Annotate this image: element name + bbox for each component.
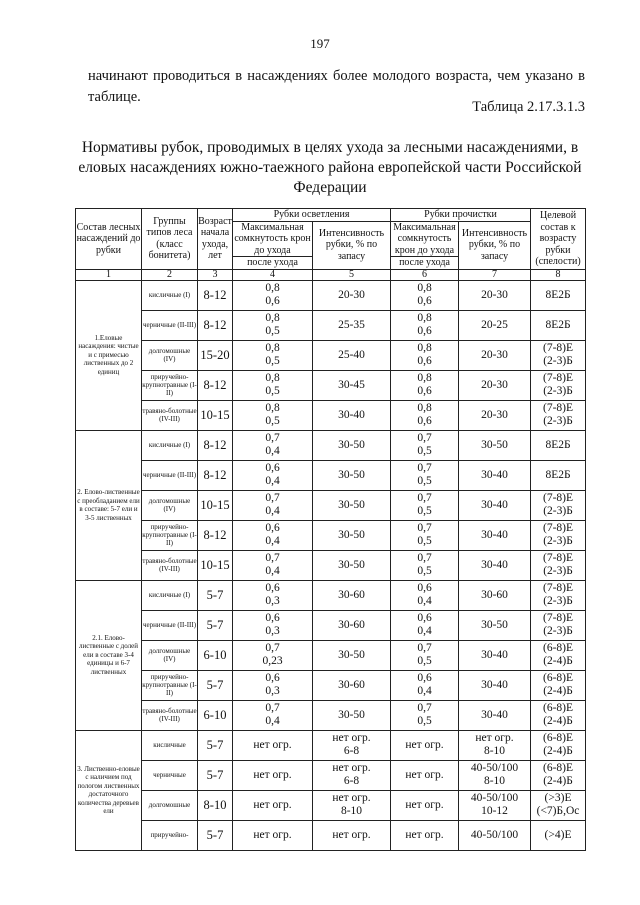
clearing-intensity	[313, 790, 391, 820]
cleaning-density-before: 0,7	[417, 462, 432, 474]
target-composition-before: (7-8)Е	[543, 372, 574, 384]
clearing-density	[233, 280, 313, 310]
cleaning-density-before: 0,7	[417, 642, 432, 654]
header-cleaning: Рубки прочистки	[391, 209, 531, 222]
cleaning-density-before: 0,7	[417, 552, 432, 564]
target-composition	[531, 760, 586, 790]
start-age: 5-7	[198, 610, 233, 640]
start-age: 6-10	[198, 700, 233, 730]
clearing-density-before: 0,8	[265, 312, 280, 324]
clearing-density-after: 0,23	[262, 655, 283, 667]
cleaning-density	[391, 760, 459, 790]
cleaning-density	[391, 520, 459, 550]
clearing-density	[233, 550, 313, 580]
clearing-density	[233, 610, 313, 640]
target-composition	[531, 460, 586, 490]
cleaning-intensity: 20-30	[459, 340, 531, 370]
table-row	[76, 820, 586, 850]
clearing-density-before: 0,7	[265, 642, 280, 654]
cleaning-intensity: 30-40	[459, 700, 531, 730]
cleaning-density-after: 0,5	[417, 715, 432, 727]
clearing-density-after: 0,5	[265, 355, 280, 367]
forest-type: травяно-болотные (IV-III)	[142, 700, 198, 730]
clearing-density-after: 0,4	[265, 535, 280, 547]
target-composition-after: (2-3)Б	[543, 595, 573, 607]
cleaning-density	[391, 340, 459, 370]
cleaning-density-after: 0,6	[417, 355, 432, 367]
column-number: 5	[313, 269, 391, 280]
intro-paragraph: начинают проводиться в насаждениях более молодого возраста, чем указано в таблице.	[88, 68, 585, 105]
cleaning-intensity: 30-40	[459, 460, 531, 490]
cleaning-density-before: 0,7	[417, 522, 432, 534]
cleaning-intensity-after: 8-10	[483, 745, 506, 757]
cleaning-intensity-before: нет огр.	[475, 732, 514, 744]
cleaning-density-after: 0,4	[417, 685, 432, 697]
cleaning-density	[391, 400, 459, 430]
target-composition	[531, 400, 586, 430]
cleaning-density	[391, 310, 459, 340]
table-row	[76, 730, 586, 760]
table-row	[76, 520, 586, 550]
start-age: 8-12	[198, 460, 233, 490]
clearing-intensity: 30-50	[313, 490, 391, 520]
cleaning-density-after: 0,5	[417, 475, 432, 487]
clearing-intensity: 30-50	[313, 550, 391, 580]
cleaning-density-before: 0,6	[417, 582, 432, 594]
header-after-cut-2: после ухода	[391, 257, 459, 270]
clearing-density-after: 0,4	[265, 505, 280, 517]
target-composition-before: (7-8)Е	[543, 582, 574, 594]
cleaning-density	[391, 820, 459, 850]
clearing-density	[233, 310, 313, 340]
cleaning-density	[391, 550, 459, 580]
cleaning-intensity: 30-40	[459, 490, 531, 520]
clearing-density	[233, 460, 313, 490]
clearing-density-after: 0,4	[265, 475, 280, 487]
clearing-density-after: 0,3	[265, 595, 280, 607]
clearing-intensity: 30-50	[313, 520, 391, 550]
table-label: Таблица 2.17.3.1.3	[472, 99, 585, 115]
cleaning-density	[391, 460, 459, 490]
target-composition-before: (7-8)Е	[543, 612, 574, 624]
table-row	[76, 430, 586, 460]
start-age: 8-12	[198, 310, 233, 340]
start-age: 8-10	[198, 790, 233, 820]
target-composition-before: 8Е2Б	[545, 288, 571, 301]
cleaning-density	[391, 730, 459, 760]
forest-type: долгомошные	[142, 790, 198, 820]
start-age: 15-20	[198, 340, 233, 370]
cleaning-density	[391, 700, 459, 730]
target-composition-after: (2-3)Б	[543, 505, 573, 517]
start-age: 5-7	[198, 580, 233, 610]
clearing-intensity-after: 8-10	[340, 805, 363, 817]
start-age: 10-15	[198, 550, 233, 580]
target-composition	[531, 790, 586, 820]
clearing-density	[233, 340, 313, 370]
clearing-density-after: 0,6	[265, 295, 280, 307]
cleaning-density-before: 0,8	[417, 402, 432, 414]
target-composition-before: (>4)Е	[544, 828, 572, 841]
cleaning-density-before: нет огр.	[405, 768, 444, 781]
cleaning-density-before: нет огр.	[405, 798, 444, 811]
clearing-density-after: 0,4	[265, 565, 280, 577]
forest-type: травяно-болотные (IV-III)	[142, 550, 198, 580]
table-row	[76, 550, 586, 580]
table-row	[76, 460, 586, 490]
forest-type: долгомошные (IV)	[142, 640, 198, 670]
cleaning-density-before: 0,8	[417, 312, 432, 324]
cleaning-density-before: 0,8	[417, 282, 432, 294]
page-number: 197	[310, 36, 330, 51]
clearing-density-before: нет огр.	[253, 768, 292, 781]
table-row	[76, 340, 586, 370]
clearing-intensity: 25-35	[313, 310, 391, 340]
cleaning-intensity: 30-40	[459, 520, 531, 550]
cleaning-density-after: 0,5	[417, 565, 432, 577]
clearing-density	[233, 430, 313, 460]
clearing-density	[233, 790, 313, 820]
cleaning-intensity: 20-25	[459, 310, 531, 340]
target-composition-after: (2-4)Б	[543, 685, 573, 697]
group-composition: 2.1. Елово-лиственные с долей ели в составе 3-4 единицы и 6-7 лиственных	[76, 580, 142, 730]
target-composition	[531, 520, 586, 550]
target-composition-before: (6-8)Е	[543, 762, 574, 774]
cleaning-intensity: 20-30	[459, 280, 531, 310]
clearing-density-before: 0,8	[265, 342, 280, 354]
table-row	[76, 760, 586, 790]
table-row	[76, 310, 586, 340]
start-age: 5-7	[198, 730, 233, 760]
target-composition	[531, 730, 586, 760]
cleaning-density-after: 0,5	[417, 445, 432, 457]
clearing-density	[233, 520, 313, 550]
start-age: 5-7	[198, 760, 233, 790]
target-composition-before: (6-8)Е	[543, 672, 574, 684]
clearing-intensity	[313, 760, 391, 790]
target-composition-before: 8Е2Б	[545, 438, 571, 451]
clearing-density-after: 0,4	[265, 445, 280, 457]
clearing-density-before: нет огр.	[253, 738, 292, 751]
start-age: 8-12	[198, 370, 233, 400]
cleaning-intensity: 30-60	[459, 580, 531, 610]
clearing-intensity-after: 6-8	[343, 745, 360, 757]
column-number: 3	[198, 269, 233, 280]
cleaning-density-after: 0,4	[417, 595, 432, 607]
forest-type: кисличные (I)	[142, 580, 198, 610]
clearing-density	[233, 370, 313, 400]
target-composition-after: (<7)Б,Ос	[536, 805, 580, 817]
clearing-intensity: 30-60	[313, 670, 391, 700]
clearing-intensity-before: нет огр.	[332, 732, 371, 744]
forest-type: кисличные	[142, 730, 198, 760]
clearing-intensity: 30-50	[313, 700, 391, 730]
table-caption: Нормативы рубок, проводимых в целях ухода за лесными насаждениями, в еловых насаждениях южно-таежного района европейской части Российской Федерации	[78, 139, 582, 196]
target-composition	[531, 670, 586, 700]
table-row	[76, 580, 586, 610]
column-number: 2	[142, 269, 198, 280]
cleaning-intensity: 20-30	[459, 370, 531, 400]
cleaning-intensity	[459, 730, 531, 760]
cleaning-density-before: 0,7	[417, 702, 432, 714]
clearing-density-after: 0,5	[265, 415, 280, 427]
cleaning-intensity-after: 8-10	[483, 775, 506, 787]
cleaning-intensity	[459, 760, 531, 790]
target-composition	[531, 820, 586, 850]
header-forest-type: Группы типов леса (класс бонитета)	[142, 209, 198, 270]
table-row	[76, 640, 586, 670]
clearing-density	[233, 760, 313, 790]
clearing-intensity: 30-50	[313, 430, 391, 460]
clearing-density-before: 0,6	[265, 612, 280, 624]
clearing-density-before: 0,7	[265, 552, 280, 564]
clearing-density-after: 0,3	[265, 625, 280, 637]
clearing-density-before: нет огр.	[253, 828, 292, 841]
cleaning-intensity: 30-50	[459, 430, 531, 460]
header-intensity-2: Интенсивность рубки, % по запасу	[459, 221, 531, 269]
start-age: 8-12	[198, 280, 233, 310]
norms-table	[75, 208, 586, 851]
cleaning-density	[391, 670, 459, 700]
header-after-cut: после ухода	[233, 257, 313, 270]
table-row	[76, 370, 586, 400]
table-row	[76, 670, 586, 700]
group-composition: 3. Лиственно-еловые с наличием под пологом лиственных достаточного количества деревьев ели	[76, 730, 142, 850]
header-intensity: Интенсивность рубки, % по запасу	[313, 221, 391, 269]
column-number: 4	[233, 269, 313, 280]
clearing-density-before: 0,6	[265, 582, 280, 594]
cleaning-intensity: 20-30	[459, 400, 531, 430]
forest-type: травяно-болотные (IV-III)	[142, 400, 198, 430]
forest-type: черничные	[142, 760, 198, 790]
target-composition-after: (2-3)Б	[543, 565, 573, 577]
header-composition: Состав лесных насаждений до рубки	[76, 209, 142, 270]
group-composition: 1.Еловые насаждения: чистые и с примесью лиственных до 2 единиц	[76, 280, 142, 430]
target-composition-after: (2-4)Б	[543, 655, 573, 667]
clearing-density-before: 0,6	[265, 462, 280, 474]
clearing-density-before: 0,6	[265, 522, 280, 534]
clearing-density-before: 0,6	[265, 672, 280, 684]
cleaning-density	[391, 490, 459, 520]
header-max-density-2: Максимальная сомкнутость крон до ухода	[391, 221, 459, 257]
table-row	[76, 280, 586, 310]
header-start-age: Возраст начала ухода, лет	[198, 209, 233, 270]
target-composition-before: (6-8)Е	[543, 732, 574, 744]
cleaning-density-before: 0,8	[417, 342, 432, 354]
clearing-density-before: 0,7	[265, 432, 280, 444]
target-composition-before: (6-8)Е	[543, 642, 574, 654]
target-composition	[531, 340, 586, 370]
header-clearing: Рубки осветления	[233, 209, 391, 222]
target-composition-after: (2-3)Б	[543, 385, 573, 397]
target-composition-after: (2-3)Б	[543, 535, 573, 547]
clearing-intensity: 30-60	[313, 580, 391, 610]
clearing-density	[233, 580, 313, 610]
start-age: 10-15	[198, 490, 233, 520]
forest-type: черничные (II-III)	[142, 610, 198, 640]
cleaning-density-after: 0,5	[417, 655, 432, 667]
cleaning-intensity: 30-40	[459, 640, 531, 670]
clearing-density	[233, 490, 313, 520]
cleaning-density	[391, 280, 459, 310]
forest-type: приручейно-крупнотравные (I-II)	[142, 520, 198, 550]
group-composition: 2. Елово-лиственные с преобладанием ели в составе: 5-7 ели и 3-5 лиственных	[76, 430, 142, 580]
target-composition-after: (2-4)Б	[543, 715, 573, 727]
clearing-density-after: 0,5	[265, 325, 280, 337]
clearing-intensity: 30-40	[313, 400, 391, 430]
cleaning-intensity-before: 40-50/100	[470, 762, 519, 774]
clearing-intensity: 30-50	[313, 640, 391, 670]
clearing-density-before: 0,8	[265, 402, 280, 414]
table-row	[76, 610, 586, 640]
clearing-intensity	[313, 730, 391, 760]
forest-type: приручейно-	[142, 820, 198, 850]
header-max-density: Максимальная сомкнутость крон до ухода	[234, 221, 311, 256]
cleaning-density-before: 0,7	[417, 492, 432, 504]
cleaning-intensity: 30-50	[459, 610, 531, 640]
target-composition-before: (7-8)Е	[543, 402, 574, 414]
start-age: 5-7	[198, 820, 233, 850]
target-composition	[531, 640, 586, 670]
clearing-intensity: 25-40	[313, 340, 391, 370]
cleaning-intensity-before: 40-50/100	[470, 792, 519, 804]
target-composition	[531, 580, 586, 610]
target-composition-after: (2-3)Б	[543, 625, 573, 637]
header-target: Целевой состав к возрасту рубки (спелости)	[531, 209, 586, 270]
target-composition-after: (2-4)Б	[543, 775, 573, 787]
forest-type: кисличные (I)	[142, 280, 198, 310]
cleaning-density	[391, 790, 459, 820]
clearing-density	[233, 700, 313, 730]
cleaning-density-after: 0,6	[417, 295, 432, 307]
target-composition-before: (7-8)Е	[543, 492, 574, 504]
clearing-density-before: 0,8	[265, 282, 280, 294]
target-composition	[531, 700, 586, 730]
clearing-density	[233, 820, 313, 850]
cleaning-density	[391, 610, 459, 640]
clearing-intensity-before: нет огр.	[332, 828, 371, 841]
cleaning-density	[391, 580, 459, 610]
clearing-density	[233, 670, 313, 700]
cleaning-density-before: нет огр.	[405, 738, 444, 751]
clearing-intensity: 30-45	[313, 370, 391, 400]
target-composition-before: 8Е2Б	[545, 318, 571, 331]
start-age: 6-10	[198, 640, 233, 670]
cleaning-intensity	[459, 790, 531, 820]
clearing-intensity	[313, 820, 391, 850]
target-composition-after: (2-4)Б	[543, 745, 573, 757]
clearing-intensity: 30-60	[313, 610, 391, 640]
forest-type: приручейно-крупнотравные (I-II)	[142, 370, 198, 400]
clearing-density-after: 0,3	[265, 685, 280, 697]
cleaning-density	[391, 370, 459, 400]
cleaning-density-before: 0,6	[417, 672, 432, 684]
cleaning-intensity: 30-40	[459, 550, 531, 580]
forest-type: черничные (II-III)	[142, 310, 198, 340]
cleaning-density-after: 0,4	[417, 625, 432, 637]
start-age: 8-12	[198, 430, 233, 460]
target-composition-before: (7-8)Е	[543, 522, 574, 534]
start-age: 10-15	[198, 400, 233, 430]
cleaning-density	[391, 430, 459, 460]
target-composition-before: (7-8)Е	[543, 552, 574, 564]
clearing-density-after: 0,4	[265, 715, 280, 727]
start-age: 8-12	[198, 520, 233, 550]
cleaning-density-before: 0,7	[417, 432, 432, 444]
target-composition	[531, 370, 586, 400]
clearing-density	[233, 730, 313, 760]
cleaning-density-before: нет огр.	[405, 828, 444, 841]
table-body	[76, 280, 586, 850]
cleaning-density-before: 0,8	[417, 372, 432, 384]
cleaning-density-after: 0,5	[417, 505, 432, 517]
forest-type: кисличные (I)	[142, 430, 198, 460]
target-composition-before: (6-8)Е	[543, 702, 574, 714]
cleaning-density-after: 0,5	[417, 535, 432, 547]
cleaning-density-after: 0,6	[417, 415, 432, 427]
clearing-density	[233, 640, 313, 670]
clearing-density	[233, 400, 313, 430]
target-composition-after: (2-3)Б	[543, 415, 573, 427]
clearing-density-before: 0,8	[265, 372, 280, 384]
forest-type: приручейно-крупнотравные (I-II)	[142, 670, 198, 700]
clearing-density-before: 0,7	[265, 702, 280, 714]
target-composition	[531, 490, 586, 520]
target-composition-before: 8Е2Б	[545, 468, 571, 481]
target-composition	[531, 550, 586, 580]
target-composition	[531, 430, 586, 460]
column-number: 6	[391, 269, 459, 280]
cleaning-density-before: 0,6	[417, 612, 432, 624]
clearing-intensity: 20-30	[313, 280, 391, 310]
clearing-intensity-after: 6-8	[343, 775, 360, 787]
clearing-density-after: 0,5	[265, 385, 280, 397]
clearing-intensity-before: нет огр.	[332, 762, 371, 774]
cleaning-intensity-before: 40-50/100	[470, 828, 519, 841]
target-composition-after: (2-3)Б	[543, 355, 573, 367]
table-row	[76, 790, 586, 820]
forest-type: долгомошные (IV)	[142, 340, 198, 370]
clearing-density-before: 0,7	[265, 492, 280, 504]
target-composition	[531, 310, 586, 340]
target-composition-before: (>3)Е	[544, 792, 572, 804]
start-age: 5-7	[198, 670, 233, 700]
cleaning-intensity: 30-40	[459, 670, 531, 700]
cleaning-intensity-after: 10-12	[481, 805, 508, 817]
clearing-density-before: нет огр.	[253, 798, 292, 811]
target-composition	[531, 280, 586, 310]
cleaning-density-after: 0,6	[417, 385, 432, 397]
forest-type: черничные (II-III)	[142, 460, 198, 490]
target-composition	[531, 610, 586, 640]
clearing-intensity: 30-50	[313, 460, 391, 490]
table-row	[76, 490, 586, 520]
table-row	[76, 400, 586, 430]
table-row	[76, 700, 586, 730]
cleaning-density-after: 0,6	[417, 325, 432, 337]
cleaning-density	[391, 640, 459, 670]
column-number: 8	[531, 269, 586, 280]
target-composition-before: (7-8)Е	[543, 342, 574, 354]
forest-type: долгомошные (IV)	[142, 490, 198, 520]
column-number: 7	[459, 269, 531, 280]
cleaning-intensity	[459, 820, 531, 850]
column-number: 1	[76, 269, 142, 280]
clearing-intensity-before: нет огр.	[332, 792, 371, 804]
